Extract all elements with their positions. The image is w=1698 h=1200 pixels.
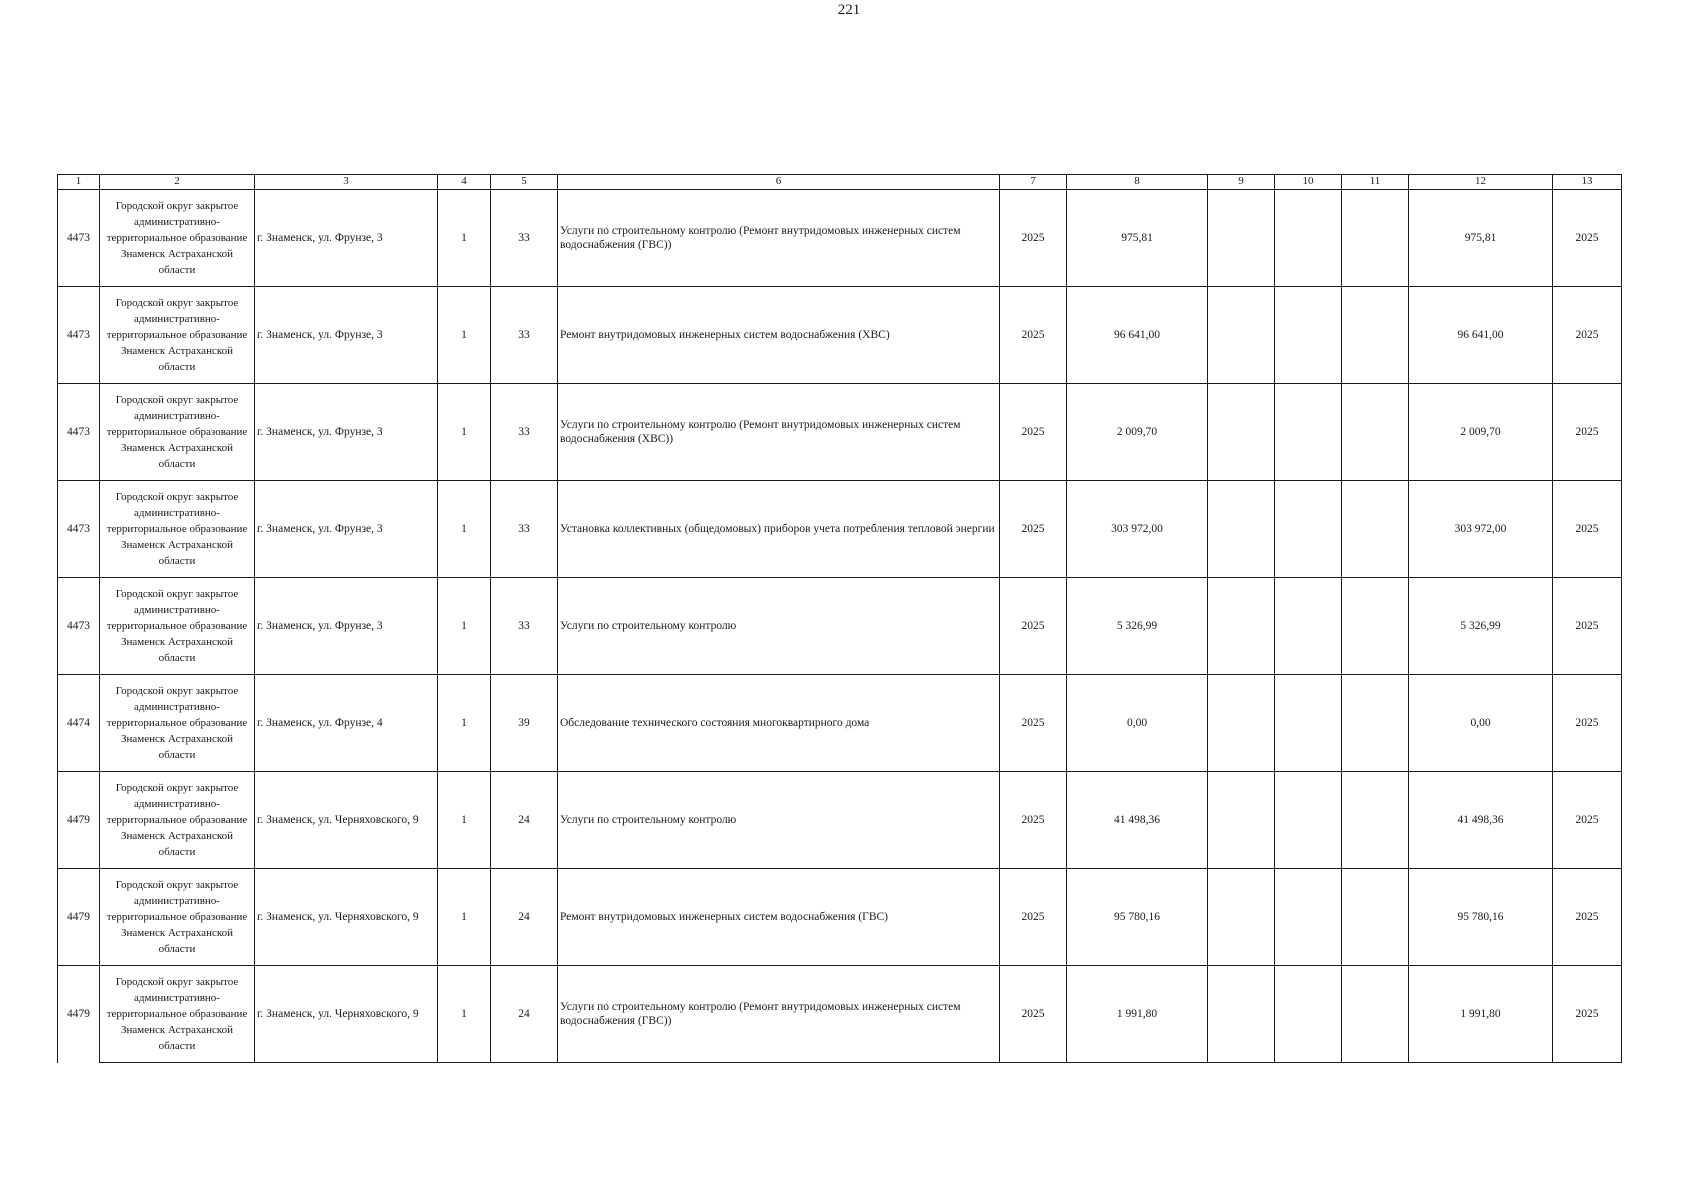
registry-table bbox=[57, 174, 1622, 1063]
column-header-4: 4 bbox=[438, 175, 491, 190]
cell-work-type: Услуги по строительному контролю (Ремонт внутридомовых инженерных систем водоснабжения (ГВС)) bbox=[558, 966, 1000, 1063]
cell-house-id: 4479 bbox=[58, 772, 100, 869]
cell-col-10 bbox=[1275, 675, 1342, 772]
cell-col-11 bbox=[1342, 966, 1409, 1063]
cell-house-id: 4473 bbox=[58, 287, 100, 384]
column-number-header-row bbox=[58, 175, 1622, 190]
column-header-10: 10 bbox=[1275, 175, 1342, 190]
cell-municipality: Городской округ закрытое административно-территориальное образование Знаменск Астраханской области bbox=[100, 481, 255, 578]
cell-col-9 bbox=[1208, 772, 1275, 869]
cell-cost: 2 009,70 bbox=[1409, 384, 1553, 481]
cell-col-11 bbox=[1342, 481, 1409, 578]
cell-end-year: 2025 bbox=[1553, 966, 1622, 1063]
cell-col-4: 1 bbox=[438, 481, 491, 578]
cell-col-4: 1 bbox=[438, 578, 491, 675]
cell-municipality: Городской округ закрытое административно-территориальное образование Знаменск Астраханской области bbox=[100, 966, 255, 1063]
cell-year: 2025 bbox=[1000, 384, 1067, 481]
cell-municipality: Городской округ закрытое административно-территориальное образование Знаменск Астраханской области bbox=[100, 772, 255, 869]
cell-year: 2025 bbox=[1000, 190, 1067, 287]
cell-col-11 bbox=[1342, 675, 1409, 772]
cell-house-id: 4473 bbox=[58, 384, 100, 481]
cell-col-9 bbox=[1208, 481, 1275, 578]
cell-total-cost: 5 326,99 bbox=[1067, 578, 1208, 675]
cell-col-11 bbox=[1342, 287, 1409, 384]
cell-col-11 bbox=[1342, 578, 1409, 675]
table-row bbox=[58, 869, 1622, 966]
cell-address: г. Знаменск, ул. Черняховского, 9 bbox=[255, 772, 438, 869]
cell-col-10 bbox=[1275, 772, 1342, 869]
cell-municipality: Городской округ закрытое административно-территориальное образование Знаменск Астраханской области bbox=[100, 287, 255, 384]
cell-work-type: Услуги по строительному контролю bbox=[558, 772, 1000, 869]
cell-col-10 bbox=[1275, 287, 1342, 384]
cell-cost: 96 641,00 bbox=[1409, 287, 1553, 384]
cell-col-9 bbox=[1208, 675, 1275, 772]
cell-cost: 975,81 bbox=[1409, 190, 1553, 287]
cell-col-5: 24 bbox=[491, 869, 558, 966]
cell-year: 2025 bbox=[1000, 481, 1067, 578]
cell-address: г. Знаменск, ул. Фрунзе, 4 bbox=[255, 675, 438, 772]
cell-work-type: Услуги по строительному контролю bbox=[558, 578, 1000, 675]
cell-cost: 1 991,80 bbox=[1409, 966, 1553, 1063]
cell-year: 2025 bbox=[1000, 869, 1067, 966]
cell-col-9 bbox=[1208, 190, 1275, 287]
cell-col-4: 1 bbox=[438, 190, 491, 287]
cell-col-10 bbox=[1275, 384, 1342, 481]
cell-col-5: 33 bbox=[491, 384, 558, 481]
cell-total-cost: 95 780,16 bbox=[1067, 869, 1208, 966]
cell-col-5: 24 bbox=[491, 772, 558, 869]
column-header-8: 8 bbox=[1067, 175, 1208, 190]
cell-col-9 bbox=[1208, 578, 1275, 675]
cell-col-5: 24 bbox=[491, 966, 558, 1063]
cell-cost: 41 498,36 bbox=[1409, 772, 1553, 869]
table-row bbox=[58, 966, 1622, 1063]
table-row bbox=[58, 772, 1622, 869]
cell-work-type: Установка коллективных (общедомовых) приборов учета потребления тепловой энергии bbox=[558, 481, 1000, 578]
cell-year: 2025 bbox=[1000, 675, 1067, 772]
cell-house-id: 4473 bbox=[58, 190, 100, 287]
cell-col-9 bbox=[1208, 869, 1275, 966]
cell-end-year: 2025 bbox=[1553, 481, 1622, 578]
cell-address: г. Знаменск, ул. Фрунзе, 3 bbox=[255, 287, 438, 384]
cell-municipality: Городской округ закрытое административно-территориальное образование Знаменск Астраханской области bbox=[100, 869, 255, 966]
cell-municipality: Городской округ закрытое административно-территориальное образование Знаменск Астраханской области bbox=[100, 675, 255, 772]
cell-end-year: 2025 bbox=[1553, 287, 1622, 384]
column-header-13: 13 bbox=[1553, 175, 1622, 190]
cell-col-4: 1 bbox=[438, 869, 491, 966]
cell-municipality: Городской округ закрытое административно-территориальное образование Знаменск Астраханской области bbox=[100, 190, 255, 287]
cell-col-4: 1 bbox=[438, 287, 491, 384]
cell-end-year: 2025 bbox=[1553, 675, 1622, 772]
cell-total-cost: 0,00 bbox=[1067, 675, 1208, 772]
table-row bbox=[58, 675, 1622, 772]
cell-total-cost: 41 498,36 bbox=[1067, 772, 1208, 869]
cell-col-4: 1 bbox=[438, 384, 491, 481]
column-header-3: 3 bbox=[255, 175, 438, 190]
cell-col-11 bbox=[1342, 869, 1409, 966]
cell-address: г. Знаменск, ул. Фрунзе, 3 bbox=[255, 578, 438, 675]
cell-cost: 5 326,99 bbox=[1409, 578, 1553, 675]
cell-end-year: 2025 bbox=[1553, 384, 1622, 481]
column-header-11: 11 bbox=[1342, 175, 1409, 190]
cell-house-id: 4479 bbox=[58, 966, 100, 1063]
cell-end-year: 2025 bbox=[1553, 190, 1622, 287]
cell-work-type: Услуги по строительному контролю (Ремонт внутридомовых инженерных систем водоснабжения (ХВС)) bbox=[558, 384, 1000, 481]
cell-total-cost: 2 009,70 bbox=[1067, 384, 1208, 481]
cell-cost: 0,00 bbox=[1409, 675, 1553, 772]
cell-col-5: 39 bbox=[491, 675, 558, 772]
table-row bbox=[58, 190, 1622, 287]
cell-col-9 bbox=[1208, 384, 1275, 481]
cell-col-5: 33 bbox=[491, 481, 558, 578]
column-header-5: 5 bbox=[491, 175, 558, 190]
column-header-2: 2 bbox=[100, 175, 255, 190]
cell-col-11 bbox=[1342, 384, 1409, 481]
cell-col-4: 1 bbox=[438, 772, 491, 869]
cell-year: 2025 bbox=[1000, 578, 1067, 675]
table-row bbox=[58, 481, 1622, 578]
cell-municipality: Городской округ закрытое административно-территориальное образование Знаменск Астраханской области bbox=[100, 578, 255, 675]
cell-col-5: 33 bbox=[491, 287, 558, 384]
cell-work-type: Ремонт внутридомовых инженерных систем водоснабжения (ХВС) bbox=[558, 287, 1000, 384]
cell-work-type: Услуги по строительному контролю (Ремонт внутридомовых инженерных систем водоснабжения (ГВС)) bbox=[558, 190, 1000, 287]
column-header-7: 7 bbox=[1000, 175, 1067, 190]
cell-end-year: 2025 bbox=[1553, 772, 1622, 869]
cell-house-id: 4473 bbox=[58, 578, 100, 675]
cell-col-9 bbox=[1208, 966, 1275, 1063]
cell-house-id: 4479 bbox=[58, 869, 100, 966]
cell-total-cost: 303 972,00 bbox=[1067, 481, 1208, 578]
cell-address: г. Знаменск, ул. Черняховского, 9 bbox=[255, 869, 438, 966]
cell-col-10 bbox=[1275, 966, 1342, 1063]
cell-col-5: 33 bbox=[491, 578, 558, 675]
cell-address: г. Знаменск, ул. Фрунзе, 3 bbox=[255, 190, 438, 287]
cell-col-10 bbox=[1275, 869, 1342, 966]
cell-total-cost: 975,81 bbox=[1067, 190, 1208, 287]
cell-municipality: Городской округ закрытое административно-территориальное образование Знаменск Астраханской области bbox=[100, 384, 255, 481]
cell-house-id: 4474 bbox=[58, 675, 100, 772]
table-row bbox=[58, 384, 1622, 481]
cell-col-11 bbox=[1342, 772, 1409, 869]
cell-col-9 bbox=[1208, 287, 1275, 384]
cell-year: 2025 bbox=[1000, 772, 1067, 869]
cell-col-11 bbox=[1342, 190, 1409, 287]
cell-end-year: 2025 bbox=[1553, 869, 1622, 966]
column-header-12: 12 bbox=[1409, 175, 1553, 190]
cell-year: 2025 bbox=[1000, 287, 1067, 384]
cell-year: 2025 bbox=[1000, 966, 1067, 1063]
cell-work-type: Обследование технического состояния многоквартирного дома bbox=[558, 675, 1000, 772]
cell-col-5: 33 bbox=[491, 190, 558, 287]
cell-end-year: 2025 bbox=[1553, 578, 1622, 675]
cell-address: г. Знаменск, ул. Фрунзе, 3 bbox=[255, 384, 438, 481]
column-header-6: 6 bbox=[558, 175, 1000, 190]
cell-total-cost: 1 991,80 bbox=[1067, 966, 1208, 1063]
cell-total-cost: 96 641,00 bbox=[1067, 287, 1208, 384]
cell-cost: 303 972,00 bbox=[1409, 481, 1553, 578]
table-row bbox=[58, 578, 1622, 675]
page-number: 221 bbox=[837, 2, 861, 18]
cell-col-10 bbox=[1275, 481, 1342, 578]
column-header-1: 1 bbox=[58, 175, 100, 190]
cell-house-id: 4473 bbox=[58, 481, 100, 578]
table-row bbox=[58, 287, 1622, 384]
cell-work-type: Ремонт внутридомовых инженерных систем водоснабжения (ГВС) bbox=[558, 869, 1000, 966]
cell-col-4: 1 bbox=[438, 675, 491, 772]
cell-col-4: 1 bbox=[438, 966, 491, 1063]
cell-cost: 95 780,16 bbox=[1409, 869, 1553, 966]
column-header-9: 9 bbox=[1208, 175, 1275, 190]
cell-address: г. Знаменск, ул. Черняховского, 9 bbox=[255, 966, 438, 1063]
cell-address: г. Знаменск, ул. Фрунзе, 3 bbox=[255, 481, 438, 578]
cell-col-10 bbox=[1275, 190, 1342, 287]
cell-col-10 bbox=[1275, 578, 1342, 675]
